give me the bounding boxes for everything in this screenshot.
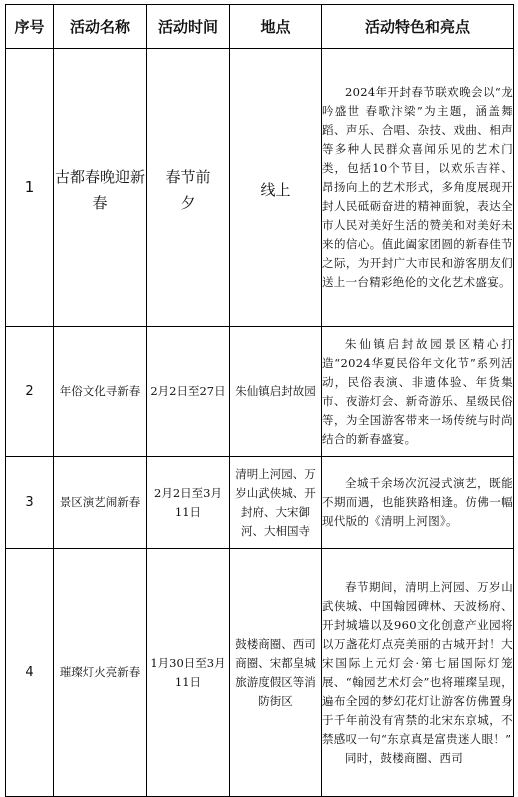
table-row	[6, 49, 514, 327]
header-name: 活动名称	[54, 5, 147, 49]
row-location: 鼓楼商圈、西司商圈、宋都皇城旅游度假区等消防街区	[230, 549, 322, 797]
header-index: 序号	[6, 5, 54, 49]
row-location: 朱仙镇启封故园	[230, 327, 322, 457]
row-name: 璀璨灯火亮新春	[54, 549, 147, 797]
row-feature	[322, 457, 514, 549]
row-index: 3	[6, 457, 54, 549]
row-name: 年俗文化寻新春	[54, 327, 147, 457]
header-row	[6, 5, 514, 49]
row-feature-text: 朱仙镇启封故园景区精心打造“2024华夏民俗年文化节”系列活动，民俗表演、非遗体验、年货集市、夜游灯会、新奇游乐、星级民俗等，为全国游客带来一场传统与时尚结合的新春盛宴。	[322, 336, 513, 446]
row-index: 1	[6, 49, 54, 327]
table-row	[6, 549, 514, 797]
row-time: 1月30日至3月11日	[147, 549, 230, 797]
row-feature-text: 全城千余场次沉浸式演艺，既能不期而遇，也能狭路相逢。仿佛一幅现代版的《清明上河图》。	[322, 476, 513, 528]
row-time-text: 春节前夕	[165, 167, 211, 212]
row-feature	[322, 549, 514, 797]
row-feature	[322, 327, 514, 457]
row-location	[230, 49, 322, 327]
row-name: 景区演艺闹新春	[54, 457, 147, 549]
header-time: 活动时间	[147, 5, 230, 49]
table-row	[6, 457, 514, 549]
row-feature-text: 2024年开封春节联欢晚会以“龙吟盛世 春歌汴梁”为主题，涵盖舞蹈、声乐、合唱、杂技、戏曲、相声等多种人民群众喜闻乐见的艺术门类，包括10个节目，以欢乐吉祥、昂扬向上的艺术形式，多角度展现开封人民砥砺奋进的精神面貌，表达全市人民对美好生活的赞美和对美好未来的信心。值此阖家团圆的新春佳节之际，为开封广大市民和游客朋友们送上一台精彩绝伦的文化艺术盛宴。	[322, 85, 513, 289]
row-location-text: 线上	[260, 180, 291, 199]
row-name	[54, 49, 147, 327]
row-name-text: 古都春晚迎新春	[54, 167, 145, 212]
row-time: 2月2日至3月11日	[147, 457, 230, 549]
header-feature: 活动特色和亮点	[322, 5, 514, 49]
row-location: 清明上河园、万岁山武侠城、开封府、大宋御河、大相国寺	[230, 457, 322, 549]
table-row	[6, 327, 514, 457]
row-index: 2	[6, 327, 54, 457]
row-index: 4	[6, 549, 54, 797]
row-feature	[322, 49, 514, 327]
row-time: 2月2日至27日	[147, 327, 230, 457]
row-feature-continued: 同时，鼓楼商圈、西司	[345, 750, 463, 765]
row-time	[147, 49, 230, 327]
header-location: 地点	[230, 5, 322, 49]
activity-table	[5, 4, 514, 797]
row-feature-text: 春节期间，清明上河园、万岁山武侠城、中国翰园碑林、天波杨府、开封城墙以及960文化创意产业园将以万盏花灯点亮美丽的古城开封！大宋国际上元灯会·第七届国际灯笼展、“翰园艺术灯会”也将璀璨呈现，遍布全园的梦幻花灯让游客仿佛置身于千年前没有宵禁的北宋东京城，不禁感叹一句“东京真是富贵迷人眼！”	[322, 579, 513, 746]
